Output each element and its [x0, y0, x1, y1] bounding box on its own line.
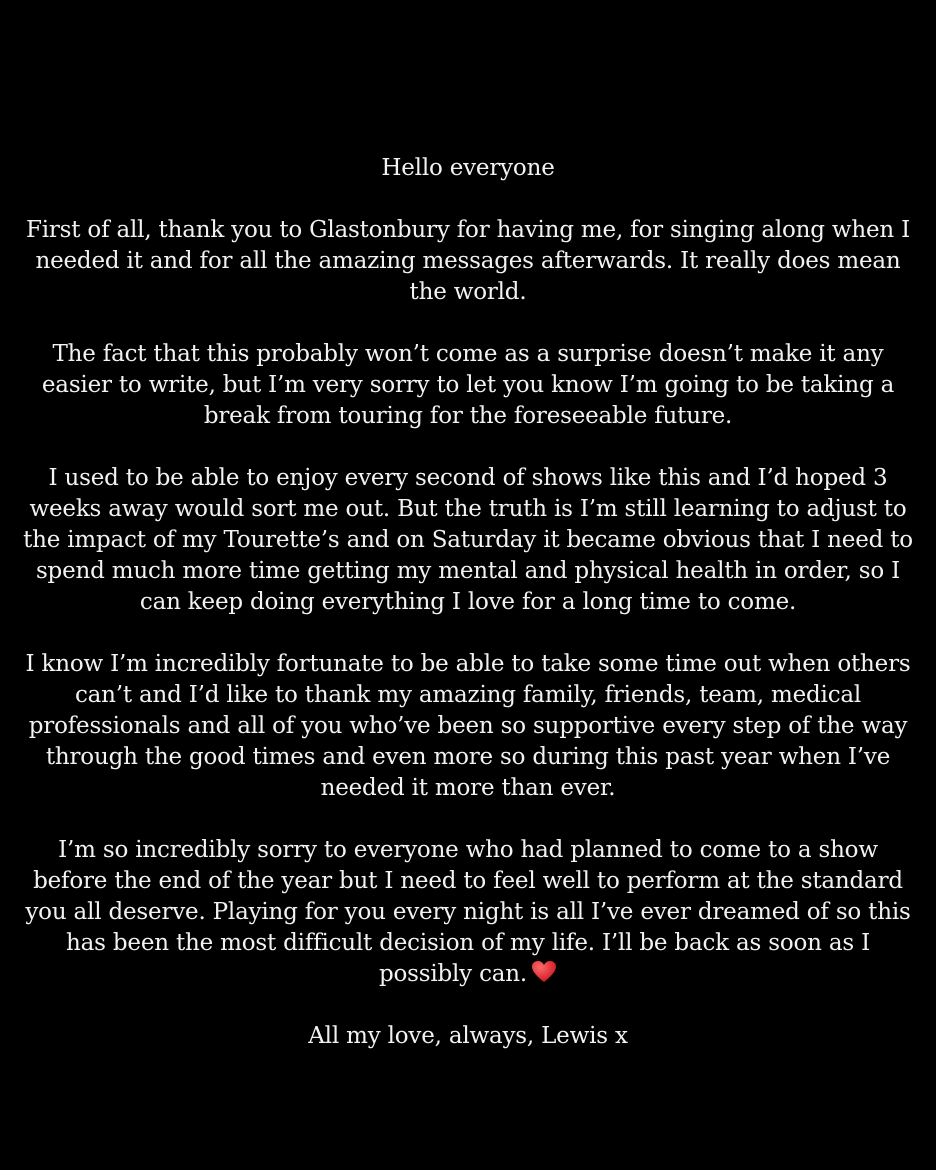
letter-text: [20, 153, 916, 1052]
paragraph-announcement: The fact that this probably won’t come as a surprise doesn’t make it any easier to write, but I’m very sorry to let you know I’m going to be taking a break from touring for the foreseeable future.: [41, 341, 895, 429]
greeting: Hello everyone: [381, 155, 555, 181]
paragraph-health: I used to be able to enjoy every second of shows like this and I’d hoped 3 weeks away would sort me out. But the truth is I’m still learning to adjust to the impact of my Tourette’s and on Saturday it became obvious that I need to spend much more time getting my mental and physical health in order, so I can keep doing everything I love for a long time to come.: [23, 465, 913, 615]
paragraph-apology: [20, 835, 916, 990]
red-heart-icon: [531, 960, 557, 984]
paragraph-thanks: First of all, thank you to Glastonbury for having me, for singing along when I needed it and for all the amazing messages afterwards. It really does mean the world.: [25, 217, 911, 305]
paragraph-gratitude: I know I’m incredibly fortunate to be able to take some time out when others can’t and I’d like to thank my amazing family, friends, team, medical professionals and all of you who’ve been so supportive every step of the way through the good times and even more so during this past year when I’ve needed it more than ever.: [25, 651, 911, 801]
apology-text: I’m so incredibly sorry to everyone who had planned to come to a show before the end of the year but I need to feel well to perform at the standard you all deserve. Playing for you every night is all I’ve ever dreamed of so this has been the most difficult decision of my life. I’ll be back as soon as I possibly can.: [25, 837, 911, 987]
signoff: All my love, always, Lewis x: [308, 1023, 628, 1049]
